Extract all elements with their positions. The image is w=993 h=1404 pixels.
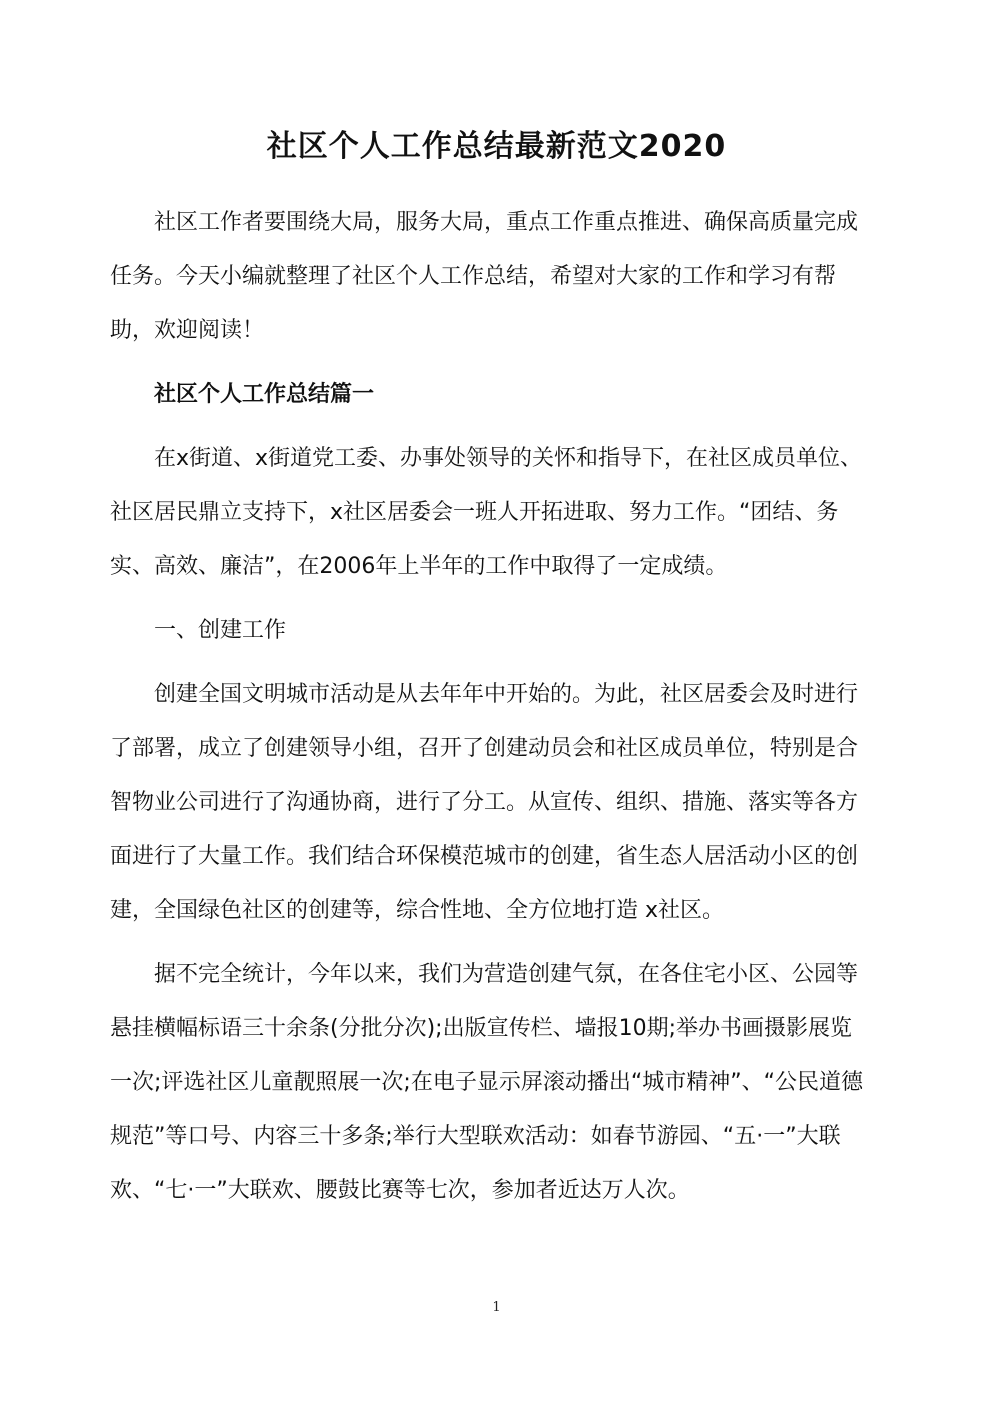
body-paragraph: 据不完全统计，今年以来，我们为营造创建气氛，在各住宅小区、公园等悬挂横幅标语三十余条(分批分次);出版宣传栏、墙报10期;举办书画摄影展览一次;评选社区儿童靓照展一次;在电子显示屏滚动播出“城市精神”、“公民道德规范”等口号、内容三十多条;举行大型联欢活动：如春节游园、“五·一”大联欢、“七·一”大联欢、腰鼓比赛等七次，参加者近达万人次。 — [110, 962, 864, 1203]
section-heading-part-one: 社区个人工作总结篇一 — [154, 382, 375, 407]
page-number: 1 — [492, 1300, 501, 1315]
body-paragraph: 创建全国文明城市活动是从去年年中开始的。为此，社区居委会及时进行了部署，成立了创建领导小组，召开了创建动员会和社区成员单位，特别是合智物业公司进行了沟通协商，进行了分工。从宣传、组织、措施、落实等各方面进行了大量工作。我们结合环保模范城市的创建，省生态人居活动小区的创建，全国绿色社区的创建等，综合性地、全方位地打造 x社区。 — [110, 682, 859, 923]
document-title: 社区个人工作总结最新范文2020 — [266, 129, 727, 164]
intro-paragraph: 社区工作者要围绕大局，服务大局，重点工作重点推进、确保高质量完成任务。今天小编就整理了社区个人工作总结，希望对大家的工作和学习有帮助，欢迎阅读！ — [110, 210, 859, 343]
body-paragraph: 在x街道、x街道党工委、办事处领导的关怀和指导下，在社区成员单位、社区居民鼎立支持下，x社区居委会一班人开拓进取、努力工作。“团结、务实、高效、廉洁”，在2006年上半年的工作中取得了一定成绩。 — [110, 446, 863, 579]
subsection-heading: 一、创建工作 — [154, 618, 287, 643]
document-body — [110, 196, 870, 1228]
